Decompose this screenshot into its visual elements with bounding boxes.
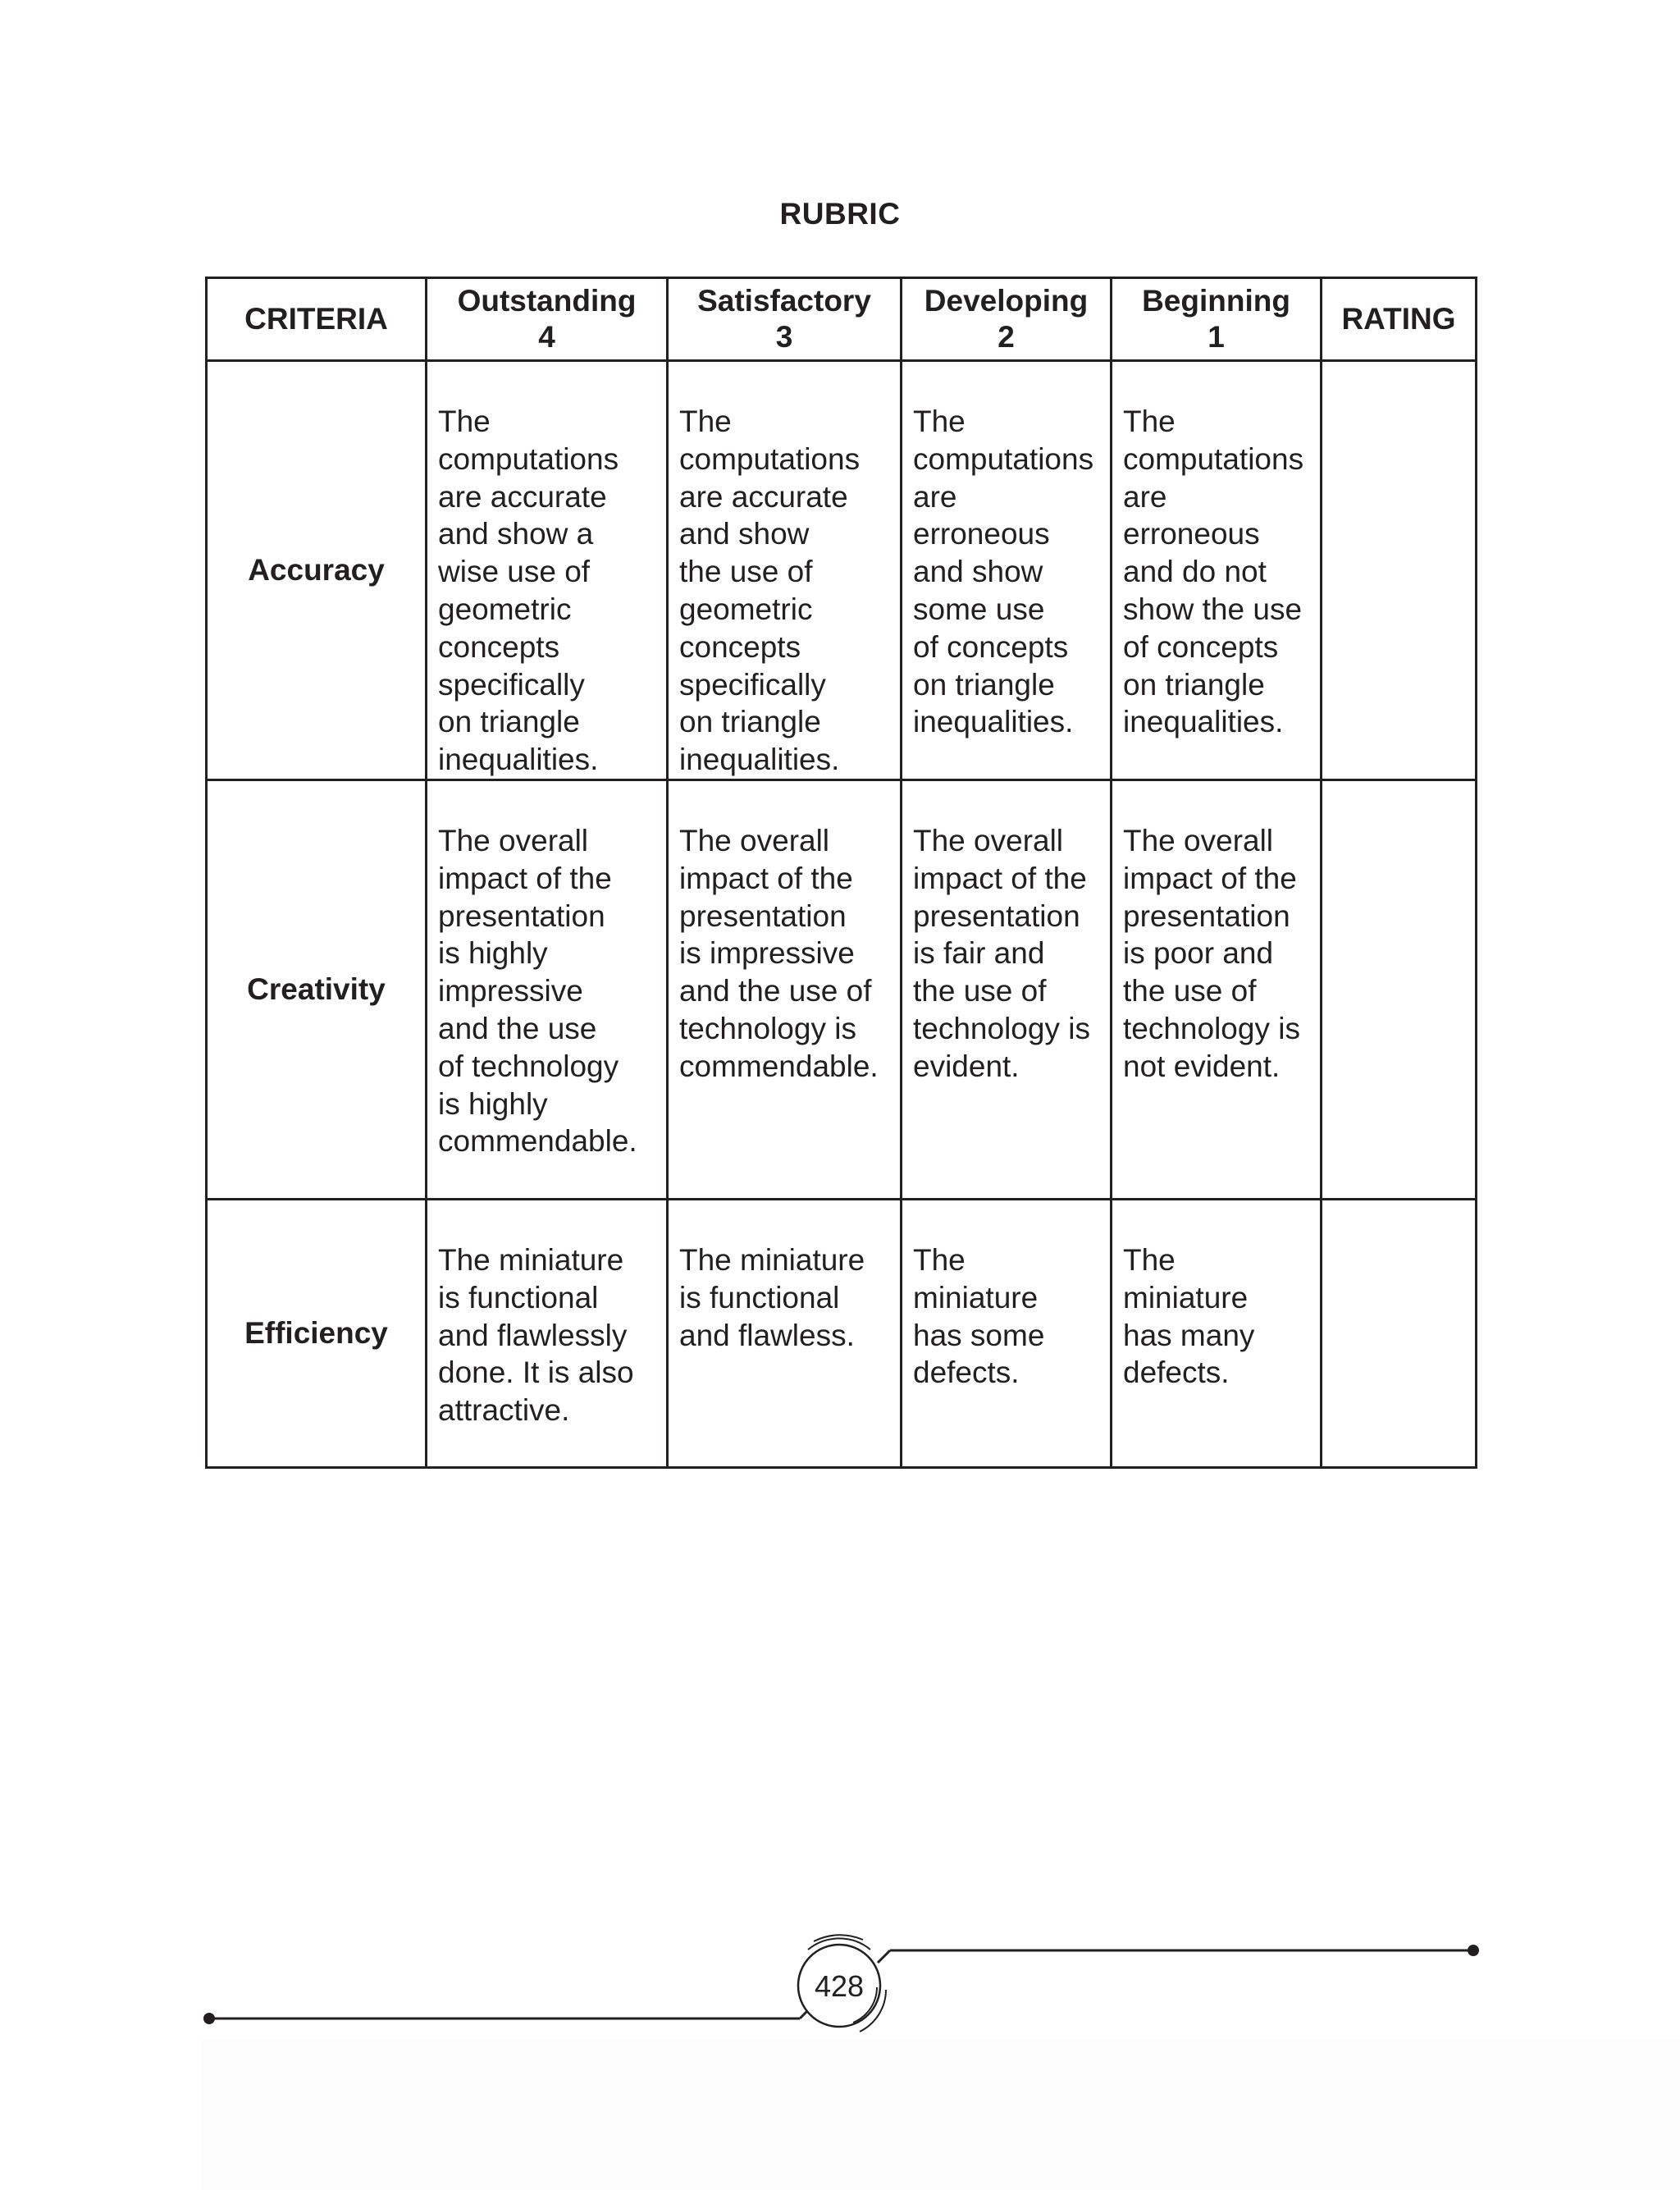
level-outstanding-cell bbox=[427, 1200, 668, 1468]
header-row bbox=[207, 278, 1477, 361]
criterion-cell: Creativity bbox=[207, 780, 427, 1200]
footer-right-connector bbox=[878, 1950, 890, 1963]
level-satisfactory-cell bbox=[668, 361, 902, 780]
table-row-creativity bbox=[207, 780, 1477, 1200]
level-description: The overall impact of the presentation is impressive and the use of technology is commendable. bbox=[679, 824, 879, 1083]
level-satisfactory-cell bbox=[668, 780, 902, 1200]
footer-right-dot-icon bbox=[1468, 1945, 1479, 1956]
page-title: RUBRIC bbox=[779, 197, 901, 231]
level-beginning-cell bbox=[1112, 1200, 1322, 1468]
header-score: 2 bbox=[998, 320, 1015, 354]
level-description: The overall impact of the presentation is fair and the use of technology is evident. bbox=[913, 824, 1090, 1083]
header-score: 4 bbox=[538, 320, 555, 354]
criterion-cell: Accuracy bbox=[207, 361, 427, 780]
level-developing-cell bbox=[902, 1200, 1112, 1468]
level-description: The overall impact of the presentation is poor and the use of technology is not evident. bbox=[1123, 824, 1300, 1083]
level-description: The computations are erroneous and show some use of concepts on triangle inequalities. bbox=[913, 405, 1094, 739]
header-score: 1 bbox=[1208, 320, 1225, 354]
level-description: The computations are accurate and show a wise use of geometric concepts specifically on triangle inequalities. bbox=[438, 405, 619, 777]
level-description: The computations are accurate and show the use of geometric concepts specifically on triangle inequalities. bbox=[679, 405, 861, 777]
level-beginning-cell bbox=[1112, 361, 1322, 780]
header-label: Satisfactory bbox=[697, 284, 871, 318]
level-description: The miniature has many defects. bbox=[1123, 1243, 1255, 1390]
table-row-accuracy bbox=[207, 361, 1477, 780]
header-criteria bbox=[207, 278, 427, 361]
header-label: CRITERIA bbox=[244, 302, 388, 336]
header-label: RATING bbox=[1341, 302, 1456, 336]
header-satisfactory bbox=[668, 278, 902, 361]
header-beginning bbox=[1112, 278, 1322, 361]
level-outstanding-cell bbox=[427, 780, 668, 1200]
rating-cell[interactable] bbox=[1322, 1200, 1477, 1468]
header-label: Developing bbox=[924, 284, 1089, 318]
level-beginning-cell bbox=[1112, 780, 1322, 1200]
table-row-efficiency bbox=[207, 1200, 1477, 1468]
criterion-cell: Efficiency bbox=[207, 1200, 427, 1468]
level-description: The computations are erroneous and do not show the use of concepts on triangle inequalities. bbox=[1123, 405, 1304, 739]
rating-cell[interactable] bbox=[1322, 361, 1477, 780]
header-rating bbox=[1322, 278, 1477, 361]
level-satisfactory-cell bbox=[668, 1200, 902, 1468]
page-bottom-shade bbox=[201, 2039, 1680, 2190]
header-developing bbox=[902, 278, 1112, 361]
level-developing-cell bbox=[902, 780, 1112, 1200]
rating-cell[interactable] bbox=[1322, 780, 1477, 1200]
level-description: The miniature is functional and flawless. bbox=[679, 1243, 865, 1352]
level-developing-cell bbox=[902, 361, 1112, 780]
header-label: Outstanding bbox=[457, 284, 637, 318]
header-outstanding bbox=[427, 278, 668, 361]
level-description: The miniature has some defects. bbox=[913, 1243, 1045, 1390]
rubric-table bbox=[205, 277, 1477, 1469]
level-description: The overall impact of the presentation is highly impressive and the use of technology is highly commendable. bbox=[438, 824, 637, 1159]
header-label: Beginning bbox=[1142, 284, 1290, 318]
level-description: The miniature is functional and flawlessly done. It is also attractive. bbox=[438, 1243, 634, 1428]
page-number: 428 bbox=[814, 1969, 865, 2003]
level-outstanding-cell bbox=[427, 361, 668, 780]
header-score: 3 bbox=[775, 320, 793, 354]
